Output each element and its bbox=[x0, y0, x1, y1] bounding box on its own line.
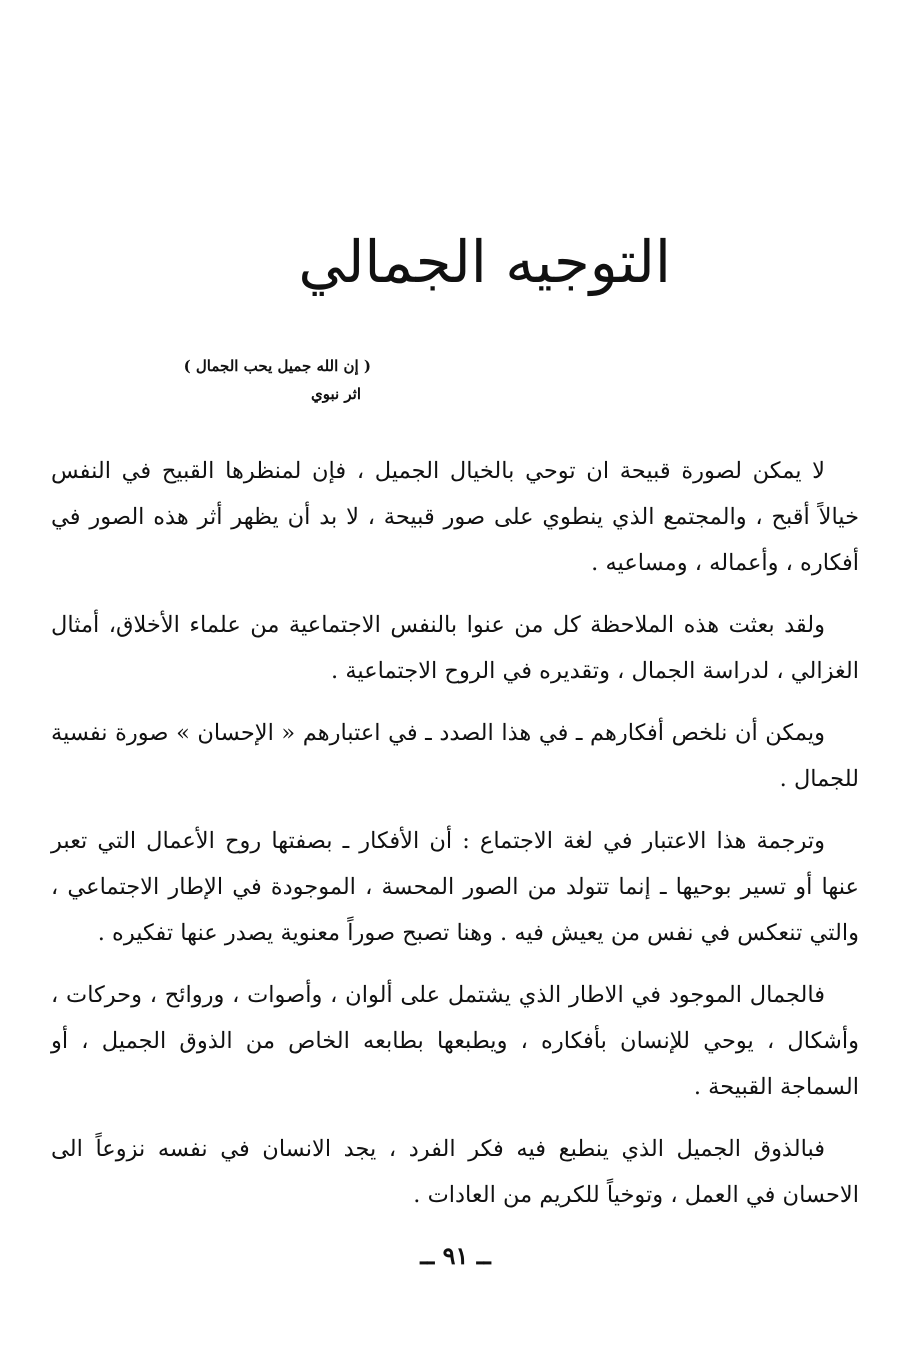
chapter-title: التوجيه الجمالي bbox=[298, 228, 671, 296]
paragraph: فبالذوق الجميل الذي ينطبع فيه فكر الفرد ، يجد الانسان في نفسه نزوعاً الى الاحسان في العمل ، وتوخياً للكريم من العادات . bbox=[51, 1136, 859, 1208]
page-number: ــ ٩١ ــ bbox=[420, 1241, 491, 1270]
epigraph-quote: ( إن الله جميل يحب الجمال ) bbox=[183, 357, 371, 375]
paragraph: ولقد بعثت هذه الملاحظة كل من عنوا بالنفس الاجتماعية من علماء الأخلاق، أمثال الغزالي ، لدراسة الجمال ، وتقديره في الروح الاجتماعية . bbox=[51, 612, 859, 684]
paragraph: فالجمال الموجود في الاطار الذي يشتمل على ألوان ، وأصوات ، وروائح ، وحركات ، وأشكال ، يوحي للإنسان بأفكاره ، ويطبعها بطابعه الخاص من الذوق الجميل ، أو السماجة القبيحة . bbox=[51, 982, 859, 1100]
paragraph: وترجمة هذا الاعتبار في لغة الاجتماع : أن الأفكار ـ بصفتها روح الأعمال التي تعبر عنها أو تسير بوحيها ـ إنما تتولد من الصور المحسة ، الموجودة في الإطار الاجتماعي ، والتي تنعكس في نفس من يعيش فيه . وهنا تصبح صوراً معنوية يصدر عنها تفكيره . bbox=[51, 828, 859, 946]
paragraph: لا يمكن لصورة قبيحة ان توحي بالخيال الجميل ، فإن لمنظرها القبيح في النفس خيالاً أقبح ، والمجتمع الذي ينطوي على صور قبيحة ، لا بد أن يظهر أثر هذه الصور في أفكاره ، وأعماله ، ومساعيه . bbox=[51, 458, 859, 576]
paragraph: ويمكن أن نلخص أفكارهم ـ في هذا الصدد ـ في اعتبارهم « الإحسان » صورة نفسية للجمال . bbox=[51, 720, 859, 792]
epigraph bbox=[184, 352, 371, 408]
body-text bbox=[51, 448, 859, 1234]
epigraph-source: اثر نبوي bbox=[310, 385, 361, 403]
